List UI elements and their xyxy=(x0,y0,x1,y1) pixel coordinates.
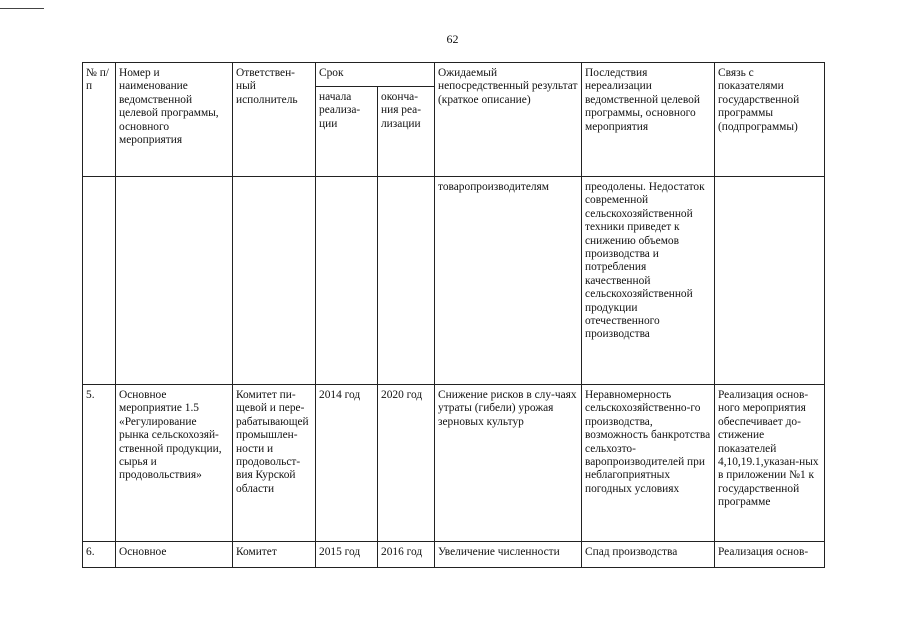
cell-consequences: преодолены. Недостаток современной сельскохозяйственной техники приведет к снижению объемов производства и потребления качественной сельскохозяйственной продукции отечественного производства xyxy=(582,177,715,385)
cell-num: 6. xyxy=(83,542,116,568)
header-name: Номер и наименование ведомственной целевой программы, основного мероприятия xyxy=(116,63,233,177)
header-consequences: Последствия нереализации ведомственной целевой программы, основного мероприятия xyxy=(582,63,715,177)
cell-end: 2020 год xyxy=(378,385,435,542)
cell-responsible: Комитет пи-щевой и пере-рабатывающей промышлен-ности и продовольст-вия Курской области xyxy=(233,385,316,542)
cell-link: Реализация основ- xyxy=(715,542,825,568)
cell-expected: Увеличение численности xyxy=(435,542,582,568)
cell-start: 2015 год xyxy=(316,542,378,568)
cell-responsible xyxy=(233,177,316,385)
cell-num: 5. xyxy=(83,385,116,542)
page-number: 62 xyxy=(446,32,459,46)
cell-start: 2014 год xyxy=(316,385,378,542)
header-link: Связь с показателями государственной программы (подпрограммы) xyxy=(715,63,825,177)
table-row xyxy=(83,177,825,385)
cell-expected: товаропроизводителям xyxy=(435,177,582,385)
scan-edge-line xyxy=(0,8,44,9)
header-responsible: Ответствен-ный исполнитель xyxy=(233,63,316,177)
cell-responsible: Комитет xyxy=(233,542,316,568)
table-row xyxy=(83,385,825,542)
cell-name: Основное мероприятие 1.5 «Регулирование рынка сельскохозяй-ственной продукции, сырья и продовольствия» xyxy=(116,385,233,542)
header-term-end: оконча-ния реа-лизации xyxy=(378,87,435,177)
header-row xyxy=(83,63,825,87)
cell-name xyxy=(116,177,233,385)
cell-end: 2016 год xyxy=(378,542,435,568)
cell-consequences: Неравномерность сельскохозяйственно-го производства, возможность банкротства сельхозто-варопроизводителей при неблагоприятных погодных условиях xyxy=(582,385,715,542)
program-events-table xyxy=(82,62,825,568)
header-term-start: начала реализа-ции xyxy=(316,87,378,177)
header-num: № п/п xyxy=(83,63,116,177)
cell-end xyxy=(378,177,435,385)
cell-consequences: Спад производства xyxy=(582,542,715,568)
header-expected: Ожидаемый непосредственный результат (краткое описание) xyxy=(435,63,582,177)
cell-expected: Снижение рисков в слу-чаях утраты (гибели) урожая зерновых культур xyxy=(435,385,582,542)
cell-name: Основное xyxy=(116,542,233,568)
table-row xyxy=(83,542,825,568)
cell-start xyxy=(316,177,378,385)
cell-num xyxy=(83,177,116,385)
cell-link xyxy=(715,177,825,385)
cell-link: Реализация основ-ного мероприятия обеспечивает до-стижение показателей 4,10,19.1,указан-ных в приложении №1 к государственной программе xyxy=(715,385,825,542)
header-term: Срок xyxy=(316,63,435,87)
